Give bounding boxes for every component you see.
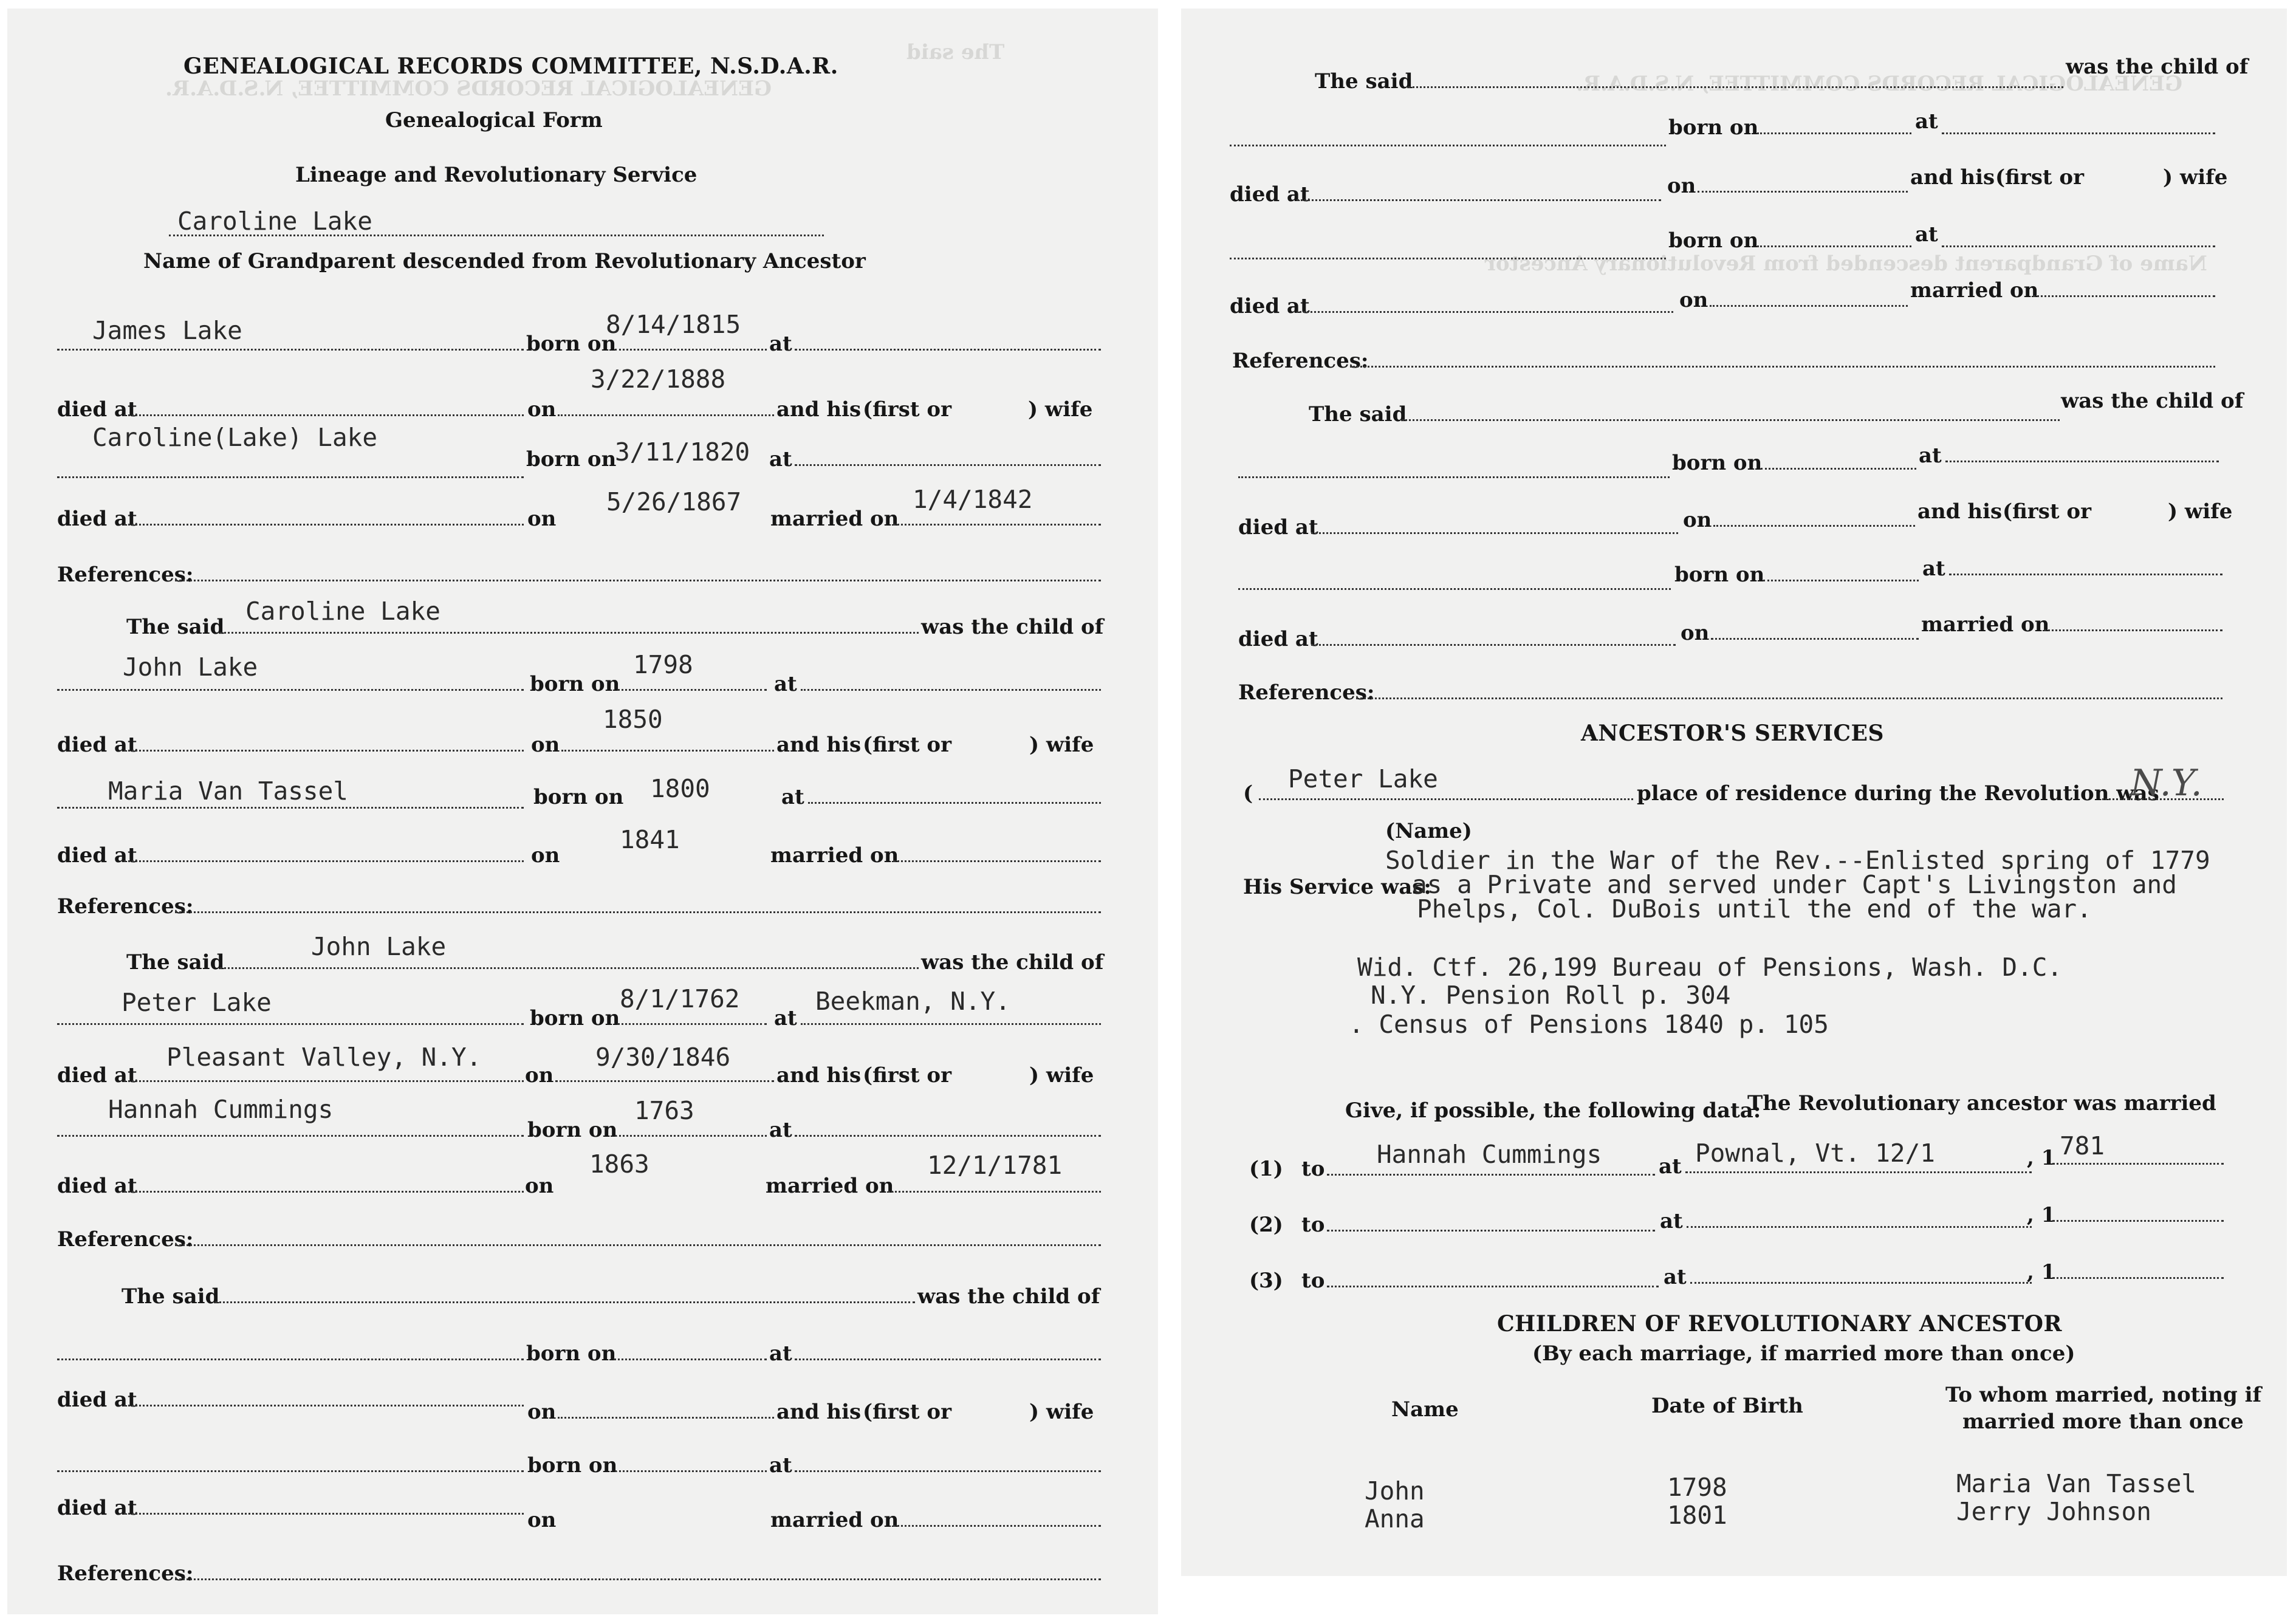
- child-2-dob: 1801: [1667, 1501, 1727, 1530]
- dotted-line: [220, 967, 919, 969]
- references-label: References:: [57, 894, 194, 919]
- at-label: at: [1922, 557, 1945, 581]
- dotted-line: [124, 1513, 524, 1515]
- wife-label: ) wife: [1029, 1063, 1094, 1088]
- parent-name: Peter Lake: [122, 988, 272, 1017]
- on-label: on: [1679, 288, 1708, 312]
- at-label: at: [1664, 1265, 1687, 1289]
- died-at-label: died at: [1230, 294, 1310, 318]
- bleed-through-text: Name of Grandparent descended from Revolutionary Ancestor: [1485, 252, 2207, 276]
- parent-died-date: 1850: [603, 705, 663, 734]
- and-his-label: and his: [776, 397, 862, 422]
- at-label: at: [1915, 222, 1938, 247]
- dotted-line: [808, 802, 1101, 804]
- person-died-date: 3/22/1888: [591, 365, 726, 394]
- dotted-line: [1402, 419, 2060, 421]
- died-at-label: died at: [57, 397, 137, 422]
- at-label: at: [769, 447, 792, 471]
- marriage-1-number: (1): [1249, 1157, 1283, 1181]
- died-at-label: died at: [57, 507, 137, 531]
- dotted-line: [1230, 258, 1666, 259]
- spouse-name: Caroline(Lake) Lake: [92, 423, 377, 452]
- section-title: Lineage and Revolutionary Service: [295, 163, 697, 187]
- dotted-line: [175, 911, 1101, 913]
- dotted-line: [1408, 86, 2063, 88]
- on-label: on: [527, 1400, 557, 1424]
- married-on-label: married on: [1921, 612, 2050, 637]
- open-paren: (: [1243, 781, 1253, 806]
- dotted-line: [1327, 1230, 1655, 1232]
- dotted-line: [1350, 366, 2215, 368]
- dotted-line: [124, 750, 524, 752]
- dotted-line: [615, 1470, 767, 1472]
- born-on-label: born on: [526, 332, 617, 356]
- residence-value: N.Y.: [2130, 762, 2202, 804]
- dotted-line: [124, 1191, 524, 1193]
- dotted-line: [1311, 644, 1676, 646]
- person-name: James Lake: [92, 316, 242, 345]
- spouse-died-date: 1841: [620, 825, 680, 854]
- children-heading: CHILDREN OF REVOLUTIONARY ANCESTOR: [1497, 1311, 2062, 1337]
- dotted-line: [795, 1470, 1101, 1472]
- said-name: John Lake: [311, 932, 447, 961]
- dotted-line: [614, 1358, 767, 1360]
- on-label: on: [527, 1508, 557, 1532]
- service-label: His Service was:: [1243, 875, 1431, 899]
- references-label: References:: [1238, 680, 1375, 705]
- dotted-line: [124, 1080, 524, 1082]
- dotted-line: [2052, 1163, 2224, 1165]
- died-at-label: died at: [57, 1174, 137, 1198]
- dotted-line: [615, 349, 767, 351]
- dotted-line: [2033, 295, 2215, 297]
- dotted-line: [57, 1470, 524, 1472]
- at-label: at: [1659, 1154, 1682, 1179]
- married-on-label: married on: [770, 507, 899, 531]
- parent-born-place: Beekman, N.Y.: [815, 987, 1010, 1016]
- reference-line-3: . Census of Pensions 1840 p. 105: [1349, 1010, 1829, 1039]
- dotted-line: [801, 689, 1101, 691]
- service-line-3: Phelps, Col. DuBois until the end of the war.: [1417, 894, 2092, 923]
- born-on-label: born on: [526, 447, 617, 471]
- ancestor-name: Peter Lake: [1288, 764, 1438, 793]
- married-on-label: married on: [1910, 278, 2039, 303]
- dotted-line: [1698, 191, 1908, 193]
- dotted-line: [1297, 199, 1661, 201]
- dotted-line: [1327, 1286, 1659, 1287]
- dotted-line: [617, 1023, 767, 1025]
- spouse-died-date: 5/26/1867: [606, 487, 742, 516]
- marriage-date: 1/4/1842: [913, 485, 1033, 514]
- year-prefix: , 1: [2027, 1260, 2056, 1284]
- on-label: on: [527, 507, 557, 531]
- was-child-of-label: was the child of: [2061, 389, 2244, 413]
- born-on-label: born on: [1674, 563, 1765, 587]
- column-married-header-2: married more than once: [1962, 1410, 2244, 1434]
- said-name: Caroline Lake: [245, 597, 440, 626]
- bleed-through-text: The said: [906, 40, 1005, 64]
- on-label: on: [527, 397, 557, 422]
- marriage-3-number: (3): [1249, 1269, 1283, 1293]
- ancestor-services-heading: ANCESTOR'S SERVICES: [1581, 721, 1884, 746]
- ancestor-married-label: The Revolutionary ancestor was married: [1747, 1091, 2216, 1115]
- the-said-label: The said: [1315, 69, 1413, 94]
- dotted-line: [1690, 1282, 2032, 1284]
- spouse-born-date: 1763: [634, 1096, 694, 1125]
- dotted-line: [2052, 1220, 2224, 1222]
- child-2-spouse: Jerry Johnson: [1956, 1497, 2151, 1526]
- dotted-line: [558, 1417, 774, 1419]
- dotted-line: [1327, 1174, 1655, 1176]
- dotted-line: [795, 464, 1101, 466]
- spouse-name: Maria Van Tassel: [108, 776, 348, 806]
- and-his-label: and his: [1910, 165, 1995, 190]
- name-caption: (Name): [1385, 819, 1472, 843]
- and-his-label: and his: [776, 1063, 862, 1088]
- on-label: on: [1681, 621, 1710, 645]
- at-label: at: [1660, 1209, 1683, 1233]
- died-at-label: died at: [1238, 627, 1318, 651]
- year-prefix: , 1: [2027, 1146, 2056, 1170]
- children-subheading: (By each marriage, if married more than once): [1532, 1341, 2075, 1366]
- wife-label: ) wife: [1029, 1400, 1094, 1424]
- service-line-1: Soldier in the War of the Rev.--Enlisted spring of 1779: [1385, 846, 2210, 875]
- first-or-label: (first or: [863, 733, 951, 757]
- dotted-line: [57, 807, 524, 809]
- form-title: Genealogical Form: [385, 108, 603, 132]
- dotted-line: [57, 1135, 524, 1137]
- the-said-label: The said: [1309, 402, 1407, 427]
- the-said-label: The said: [126, 615, 225, 639]
- dotted-line: [1238, 588, 1671, 590]
- first-or-label: (first or: [863, 1063, 951, 1088]
- column-name-header: Name: [1391, 1397, 1459, 1422]
- dotted-line: [893, 1525, 1101, 1527]
- bleed-through-text: GENEALOGICAL RECORDS COMMITTEE, N.S.D.A.R.: [165, 77, 772, 101]
- dotted-line: [57, 476, 524, 478]
- at-label: at: [769, 1341, 792, 1366]
- references-label: References:: [57, 1561, 194, 1586]
- wife-label: ) wife: [1029, 733, 1094, 757]
- dotted-line: [1757, 245, 1911, 247]
- dotted-line: [1757, 132, 1911, 134]
- spouse-died-date: 1863: [589, 1149, 649, 1179]
- dotted-line: [1713, 525, 1915, 527]
- first-or-label: (first or: [1995, 165, 2084, 190]
- dotted-line: [795, 1358, 1101, 1360]
- dotted-line: [2052, 1277, 2224, 1279]
- to-label: to: [1301, 1157, 1325, 1181]
- born-on-label: born on: [530, 1006, 620, 1030]
- dotted-line: [1942, 245, 2215, 247]
- dotted-line: [1259, 798, 1633, 800]
- born-on-label: born on: [527, 1453, 618, 1478]
- died-at-label: died at: [57, 733, 137, 757]
- references-label: References:: [1232, 349, 1369, 373]
- was-child-of-label: was the child of: [917, 1284, 1100, 1309]
- form-page-1: [7, 9, 1158, 1614]
- married-on-label: married on: [766, 1174, 894, 1198]
- marriage-date: 12/1/1781: [927, 1151, 1063, 1180]
- dotted-line: [2044, 629, 2222, 631]
- marriage-1-place: Pownal, Vt. 12/1: [1695, 1139, 1935, 1168]
- residence-label: place of residence during the Revolution was: [1637, 781, 2159, 806]
- column-dob-header: Date of Birth: [1651, 1394, 1803, 1418]
- dotted-line: [1238, 476, 1670, 478]
- first-or-label: (first or: [863, 397, 951, 422]
- was-child-of-label: was the child of: [2066, 55, 2249, 79]
- dotted-line: [1710, 305, 1908, 307]
- person-born-date: 8/14/1815: [606, 310, 741, 339]
- the-said-label: The said: [126, 950, 225, 975]
- dotted-line: [555, 1080, 774, 1082]
- wife-label: ) wife: [1028, 397, 1093, 422]
- year-prefix: , 1: [2027, 1203, 2056, 1227]
- at-label: at: [774, 672, 797, 696]
- dotted-line: [1945, 461, 2219, 462]
- marriage-1-year: 781: [2060, 1131, 2105, 1160]
- first-or-label: (first or: [863, 1400, 951, 1424]
- dotted-line: [893, 524, 1101, 526]
- on-label: on: [531, 843, 560, 868]
- born-on-label: born on: [1668, 228, 1759, 253]
- service-line-2: as a Private and served under Capt's Livingston and: [1412, 870, 2177, 899]
- dotted-line: [57, 689, 524, 691]
- dotted-line: [561, 750, 774, 752]
- grandparent-name: Caroline Lake: [177, 207, 372, 236]
- dotted-line: [1942, 132, 2215, 134]
- form-page-2: [1181, 9, 2287, 1576]
- child-1-spouse: Maria Van Tassel: [1956, 1469, 2196, 1498]
- reference-line-2: N.Y. Pension Roll p. 304: [1371, 981, 1731, 1010]
- marriage-1-spouse: Hannah Cummings: [1377, 1140, 1602, 1169]
- dotted-line: [57, 1023, 524, 1025]
- references-label: References:: [57, 563, 194, 587]
- died-at-label: died at: [1238, 515, 1318, 540]
- dotted-line: [175, 1244, 1101, 1246]
- reference-line-1: Wid. Ctf. 26,199 Bureau of Pensions, Wash. D.C.: [1357, 953, 2063, 982]
- at-label: at: [769, 332, 792, 356]
- born-on-label: born on: [1668, 115, 1759, 140]
- dotted-line: [801, 1023, 1101, 1025]
- spouse-name: Hannah Cummings: [108, 1095, 334, 1124]
- parent-died-date: 9/30/1846: [595, 1043, 731, 1072]
- was-child-of-label: was the child of: [921, 615, 1104, 639]
- dotted-line: [893, 860, 1101, 862]
- dotted-line: [124, 524, 524, 526]
- born-on-label: born on: [530, 672, 620, 696]
- at-label: at: [769, 1118, 792, 1142]
- dotted-line: [795, 349, 1101, 351]
- bleed-through-text: GENEALOGICAL RECORDS COMMITTEE, N.S.D.A.R.: [1576, 72, 2183, 96]
- give-data-label: Give, if possible, the following data:: [1345, 1098, 1761, 1123]
- died-at-label: died at: [57, 1496, 137, 1520]
- died-at-label: died at: [57, 1388, 137, 1412]
- grandparent-line: [169, 235, 824, 236]
- on-label: on: [525, 1174, 554, 1198]
- dotted-line: [558, 414, 774, 416]
- dotted-line: [220, 632, 919, 634]
- dotted-line: [124, 1405, 524, 1406]
- dotted-line: [1311, 532, 1678, 534]
- committee-title: GENEALOGICAL RECORDS COMMITTEE, N.S.D.A.R.: [183, 53, 838, 79]
- dotted-line: [1230, 145, 1666, 146]
- died-at-label: died at: [57, 843, 137, 868]
- on-label: on: [1683, 508, 1712, 532]
- the-said-label: The said: [122, 1284, 220, 1309]
- dotted-line: [2102, 798, 2224, 800]
- dotted-line: [888, 1191, 1101, 1193]
- married-on-label: married on: [770, 1508, 899, 1532]
- parent-name: John Lake: [123, 653, 258, 682]
- died-at-label: died at: [57, 1063, 137, 1088]
- parent-born-date: 1798: [633, 650, 693, 679]
- born-on-label: born on: [533, 785, 624, 809]
- dotted-line: [1685, 1171, 2032, 1173]
- at-label: at: [774, 1006, 797, 1030]
- on-label: on: [1667, 174, 1696, 198]
- to-label: to: [1301, 1213, 1325, 1237]
- at-label: at: [781, 785, 804, 809]
- grandparent-caption: Name of Grandparent descended from Revolutionary Ancestor: [143, 249, 866, 273]
- dotted-line: [1356, 697, 2222, 699]
- spouse-born-date: 1800: [650, 774, 710, 803]
- dotted-line: [615, 1135, 767, 1137]
- died-at-label: died at: [1230, 182, 1310, 207]
- born-on-label: born on: [1672, 451, 1763, 475]
- dotted-line: [57, 349, 524, 351]
- dotted-line: [1297, 311, 1673, 313]
- dotted-line: [1763, 580, 1919, 581]
- dotted-line: [124, 860, 524, 862]
- spouse-born-date: 3/11/1820: [615, 437, 750, 467]
- on-label: on: [525, 1063, 554, 1088]
- and-his-label: and his: [776, 733, 862, 757]
- dotted-line: [617, 689, 767, 691]
- wife-label: ) wife: [2168, 499, 2233, 524]
- on-label: on: [531, 733, 560, 757]
- wife-label: ) wife: [2163, 165, 2228, 190]
- dotted-line: [1711, 638, 1919, 640]
- born-on-label: born on: [527, 1118, 618, 1142]
- and-his-label: and his: [1917, 499, 2003, 524]
- dotted-line: [57, 1358, 524, 1360]
- dotted-line: [215, 1301, 915, 1303]
- born-on-label: born on: [526, 1341, 617, 1366]
- dotted-line: [1687, 1226, 2032, 1228]
- dotted-line: [124, 414, 524, 416]
- to-label: to: [1301, 1269, 1325, 1293]
- and-his-label: and his: [776, 1400, 862, 1424]
- at-label: at: [1915, 109, 1938, 134]
- child-2-name: Anna: [1365, 1504, 1425, 1533]
- first-or-label: (first or: [2003, 499, 2091, 524]
- column-married-header-1: To whom married, noting if: [1945, 1383, 2262, 1407]
- references-label: References:: [57, 1227, 194, 1252]
- dotted-line: [175, 580, 1101, 581]
- dotted-line: [795, 1135, 1101, 1137]
- dotted-line: [1949, 574, 2222, 575]
- parent-born-date: 8/1/1762: [620, 984, 740, 1013]
- married-on-label: married on: [770, 843, 899, 868]
- dotted-line: [175, 1578, 1101, 1580]
- child-1-dob: 1798: [1667, 1473, 1727, 1502]
- was-child-of-label: was the child of: [921, 950, 1104, 975]
- parent-death-place: Pleasant Valley, N.Y.: [166, 1043, 482, 1072]
- marriage-2-number: (2): [1249, 1213, 1283, 1237]
- dotted-line: [1761, 468, 1916, 470]
- at-label: at: [1919, 444, 1942, 468]
- child-1-name: John: [1365, 1476, 1425, 1506]
- at-label: at: [769, 1453, 792, 1478]
